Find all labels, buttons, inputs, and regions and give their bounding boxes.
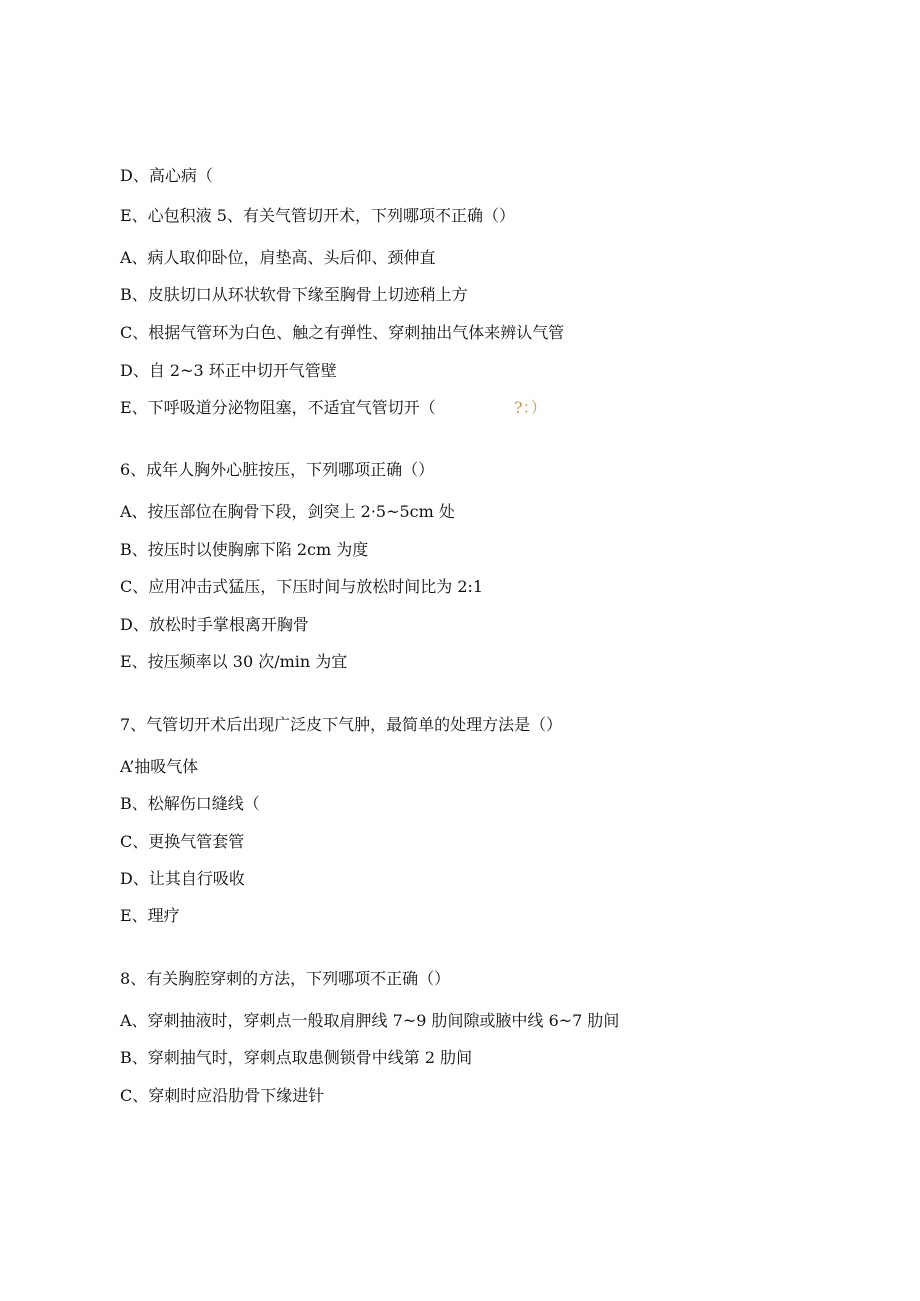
question-8-line: 8、有关胸腔穿刺的方法，下列哪项不正确（） bbox=[120, 969, 451, 988]
option-d-line: D、放松时手掌根离开胸骨 bbox=[120, 615, 309, 634]
option-e-question-5-line: E、心包积液 5、有关气管切开术，下列哪项不正确（） bbox=[120, 206, 515, 225]
option-b-line: B、松解伤口缝线（ bbox=[120, 794, 260, 813]
option-a-line: A、按压部位在胸骨下段，剑突上 2·5~5cm 处 bbox=[120, 502, 455, 521]
option-a-line: A、穿刺抽液时，穿刺点一般取肩胛线 7~9 肋间隙或腋中线 6~7 肋间 bbox=[120, 1011, 620, 1030]
option-b-line: B、皮肤切口从环状软骨下缘至胸骨上切迹稍上方 bbox=[120, 285, 468, 304]
option-a-line: A’抽吸气体 bbox=[120, 757, 199, 776]
option-e-line: E、下呼吸道分泌物阻塞，不适宜气管切开（ bbox=[120, 398, 436, 417]
option-d-line: D、自 2~3 环正中切开气管壁 bbox=[120, 361, 337, 380]
question-7-line: 7、气管切开术后出现广泛皮下气肿，最简单的处理方法是（） bbox=[120, 715, 563, 734]
option-c-line: C、更换气管套管 bbox=[120, 832, 245, 851]
option-c-line: C、应用冲击式猛压，下压时间与放松时间比为 2:1 bbox=[120, 577, 484, 596]
option-c-line: C、穿刺时应沿肋骨下缘进针 bbox=[120, 1086, 325, 1105]
option-d-line: D、高心病（ bbox=[120, 166, 213, 185]
option-c-line: C、根据气管环为白色、触之有弹性、穿刺抽出气体来辨认气管 bbox=[120, 323, 565, 342]
handwritten-annotation: ?：） bbox=[514, 398, 547, 417]
option-b-line: B、穿刺抽气时，穿刺点取患侧锁骨中线第 2 肋间 bbox=[120, 1048, 473, 1067]
option-a-line: A、病人取仰卧位，肩垫高、头后仰、颈伸直 bbox=[120, 248, 436, 267]
option-e-line: E、理疗 bbox=[120, 906, 180, 925]
option-e-line: E、按压频率以 30 次/min 为宜 bbox=[120, 652, 348, 671]
option-d-line: D、让其自行吸收 bbox=[120, 869, 245, 888]
option-b-line: B、按压时以使胸廓下陷 2cm 为度 bbox=[120, 540, 369, 559]
question-6-line: 6、成年人胸外心脏按压，下列哪项正确（） bbox=[120, 460, 435, 479]
